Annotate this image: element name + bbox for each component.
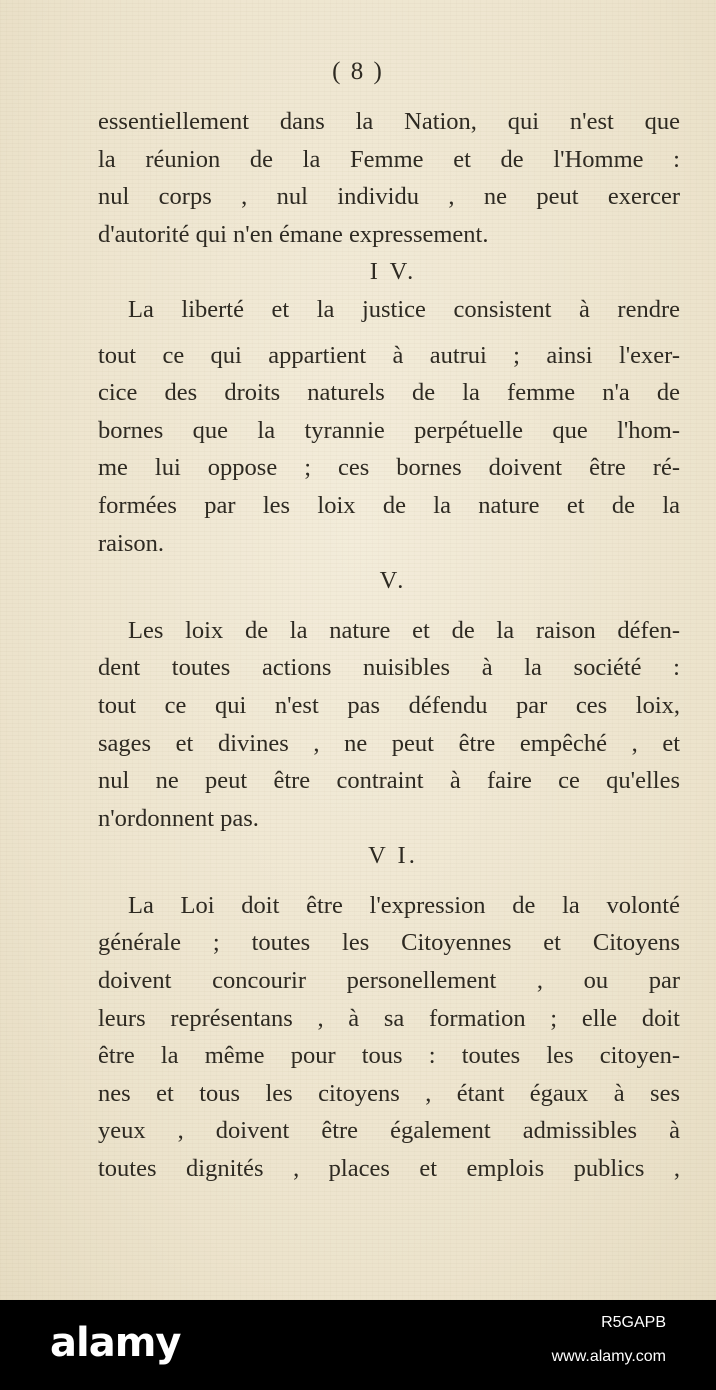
text-line: yeux , doivent être également admissibles à	[98, 1117, 680, 1145]
article-heading-6: V I.	[368, 842, 418, 870]
text-line: d'autorité qui n'en émane expressement.	[98, 220, 489, 248]
text-line: être la même pour tous : toutes les citoyen-	[98, 1042, 680, 1070]
text-line: cice des droits naturels de la femme n'a de	[98, 379, 680, 407]
alamy-logo: alamy	[50, 1320, 181, 1366]
article-heading-4: I V.	[369, 258, 417, 286]
text-line: toutes dignités , places et emplois publics ,	[98, 1155, 680, 1183]
watermark-url: www.alamy.com	[551, 1348, 666, 1365]
text-line: formées par les loix de la nature et de la	[98, 491, 680, 519]
text-line: nul corps , nul individu , ne peut exercer	[98, 183, 680, 211]
text-line: La liberté et la justice consistent à rendre	[128, 295, 680, 323]
text-line: tout ce qui n'est pas défendu par ces loix,	[98, 691, 680, 719]
text-line: La Loi doit être l'expression de la volonté	[128, 891, 680, 919]
image-id: R5GAPB	[601, 1314, 666, 1331]
text-line: essentiellement dans la Nation, qui n'est que	[98, 108, 680, 135]
text-line: me lui oppose ; ces bornes doivent être ré-	[98, 454, 680, 482]
text-line: nes et tous les citoyens , étant égaux à ses	[98, 1079, 680, 1107]
text-line: Les loix de la nature et de la raison défen-	[128, 616, 680, 644]
text-line: n'ordonnent pas.	[98, 804, 259, 832]
text-line: tout ce qui appartient à autrui ; ainsi l'exer-	[98, 341, 680, 369]
text-line: leurs représentans , à sa formation ; elle doit	[98, 1004, 680, 1032]
page-number: ( 8 )	[332, 58, 384, 85]
text-line: générale ; toutes les Citoyennes et Citoyens	[98, 929, 680, 957]
text-line: la réunion de la Femme et de l'Homme :	[98, 145, 680, 173]
text-line: doivent concourir personellement , ou par	[98, 967, 680, 995]
text-line: dent toutes actions nuisibles à la société :	[98, 654, 680, 682]
text-line: nul ne peut être contraint à faire ce qu'elles	[98, 767, 680, 795]
text-line: raison.	[98, 529, 164, 557]
article-heading-5: V.	[379, 567, 407, 595]
text-line: bornes que la tyrannie perpétuelle que l'hom-	[98, 416, 680, 444]
text-body	[98, 103, 680, 1188]
text-line: sages et divines , ne peut être empêché , et	[98, 729, 680, 757]
watermark-bar	[0, 1300, 716, 1390]
